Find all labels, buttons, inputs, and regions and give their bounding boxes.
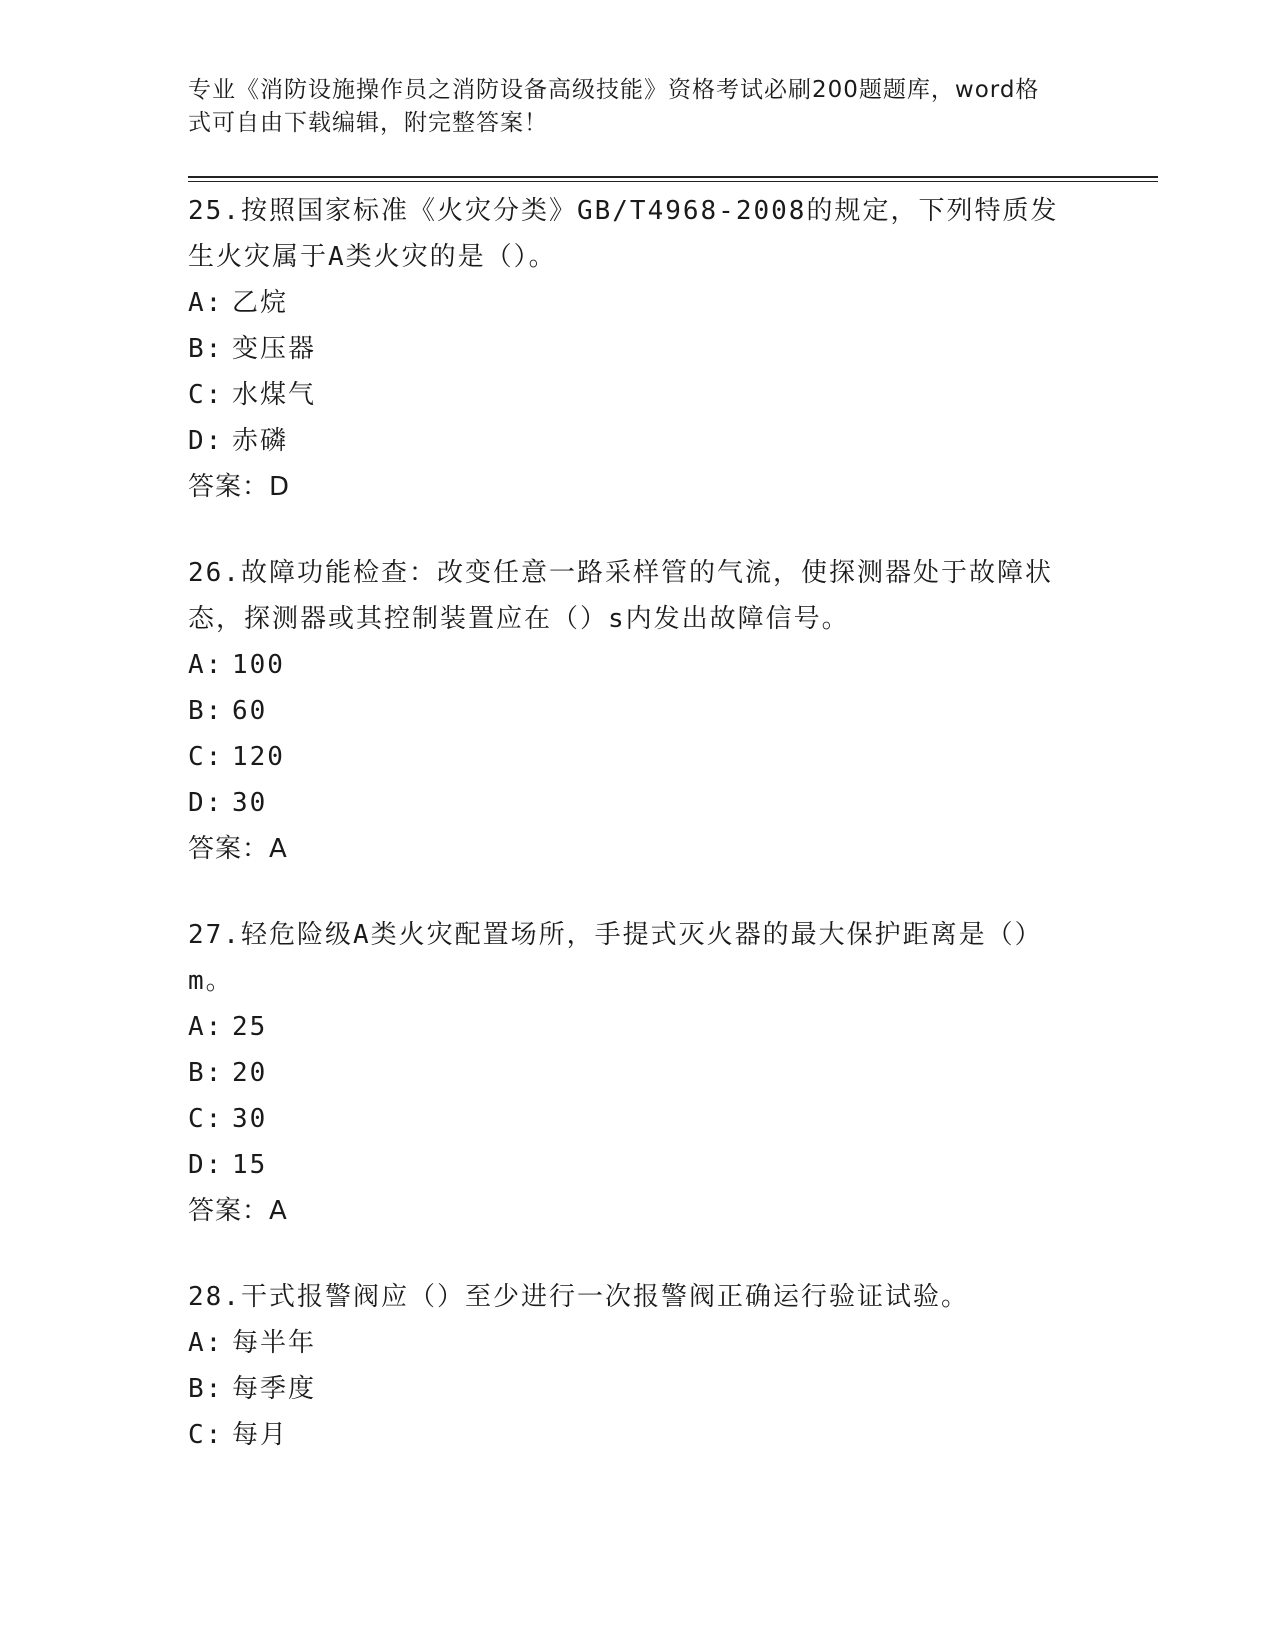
- option-label: A:: [188, 288, 224, 318]
- option-text: 每半年: [232, 1328, 317, 1358]
- option-a: [188, 642, 1088, 688]
- option-label: A:: [188, 650, 224, 680]
- header-divider-thin: [188, 181, 1158, 182]
- option-label: A:: [188, 1012, 224, 1042]
- answer-line: 答案：A: [188, 834, 288, 864]
- answer-line: 答案：A: [188, 1196, 288, 1226]
- option-label: B:: [188, 1374, 224, 1404]
- option-text: 120: [232, 742, 285, 772]
- option-a: [188, 1320, 1088, 1366]
- option-text: 15: [232, 1150, 268, 1180]
- header-line-1: 专业《消防设施操作员之消防设备高级技能》资格考试必刷200题题库，word格: [188, 77, 1040, 103]
- question-stem: 26.故障功能检查：改变任意一路采样管的气流，使探测器处于故障状态，探测器或其控制装置应在（）s内发出故障信号。: [188, 558, 1053, 634]
- option-label: C:: [188, 1420, 224, 1450]
- option-text: 水煤气: [232, 380, 317, 410]
- option-a: [188, 1004, 1088, 1050]
- option-text: 30: [232, 1104, 268, 1134]
- option-label: A:: [188, 1328, 224, 1358]
- option-label: C:: [188, 380, 224, 410]
- question-stem: 25.按照国家标准《火灾分类》GB/T4968-2008的规定，下列特质发生火灾属于A类火灾的是（）。: [188, 196, 1059, 272]
- option-label: D:: [188, 1150, 224, 1180]
- option-label: C:: [188, 1104, 224, 1134]
- option-text: 25: [232, 1012, 268, 1042]
- option-b: [188, 326, 1088, 372]
- option-label: D:: [188, 788, 224, 818]
- option-label: B:: [188, 1058, 224, 1088]
- option-b: [188, 688, 1088, 734]
- option-text: 每季度: [232, 1374, 317, 1404]
- question-27: [188, 912, 1088, 1234]
- option-d: [188, 1142, 1088, 1188]
- option-text: 赤磷: [232, 426, 289, 456]
- option-text: 每月: [232, 1420, 289, 1450]
- header-divider-thick: [188, 176, 1158, 178]
- option-label: C:: [188, 742, 224, 772]
- option-c: [188, 734, 1088, 780]
- question-stem: 28.干式报警阀应（）至少进行一次报警阀正确运行验证试验。: [188, 1282, 969, 1312]
- header-line-2: 式可自由下载编辑，附完整答案！: [188, 110, 548, 136]
- option-label: B:: [188, 334, 224, 364]
- option-b: [188, 1366, 1088, 1412]
- option-text: 20: [232, 1058, 268, 1088]
- question-28: [188, 1274, 1088, 1458]
- option-b: [188, 1050, 1088, 1096]
- option-label: B:: [188, 696, 224, 726]
- option-d: [188, 418, 1088, 464]
- option-text: 60: [232, 696, 268, 726]
- answer-line: 答案：D: [188, 472, 291, 502]
- option-c: [188, 372, 1088, 418]
- option-text: 100: [232, 650, 285, 680]
- option-c: [188, 1096, 1088, 1142]
- option-c: [188, 1412, 1088, 1458]
- option-a: [188, 280, 1088, 326]
- option-label: D:: [188, 426, 224, 456]
- option-text: 变压器: [232, 334, 317, 364]
- option-text: 乙烷: [232, 288, 289, 318]
- document-header: [188, 74, 1068, 140]
- question-25: [188, 188, 1088, 510]
- question-list: [188, 188, 1088, 1498]
- question-stem: 27.轻危险级A类火灾配置场所，手提式灭火器的最大保护距离是（）m。: [188, 920, 1043, 996]
- option-d: [188, 780, 1088, 826]
- option-text: 30: [232, 788, 268, 818]
- question-26: [188, 550, 1088, 872]
